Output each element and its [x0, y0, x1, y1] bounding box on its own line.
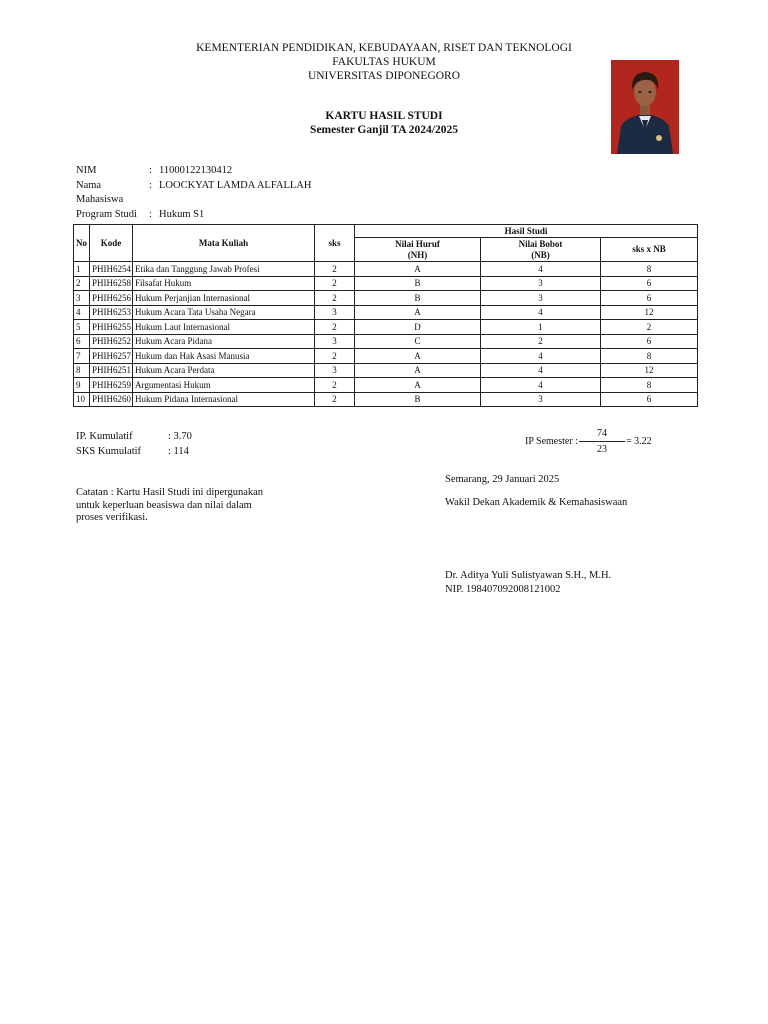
- nilai-bobot: 3: [481, 291, 601, 306]
- course-name: Hukum dan Hak Asasi Manusia: [133, 349, 315, 364]
- header-nilai-huruf-line2: (NH): [407, 249, 428, 260]
- table-row: [74, 349, 698, 364]
- ips-fraction: [579, 428, 625, 456]
- table-row: [74, 320, 698, 335]
- ipk-value: : 3.70: [168, 431, 192, 442]
- nim-value: 11000122130412: [159, 165, 233, 176]
- nilai-bobot: 3: [481, 392, 601, 407]
- course-sks: 2: [315, 320, 355, 335]
- course-code: PHIH6254: [90, 262, 133, 277]
- sks-x-nb: 6: [601, 334, 698, 349]
- table-row: [74, 334, 698, 349]
- course-sks: 2: [315, 276, 355, 291]
- nilai-bobot: 4: [481, 262, 601, 277]
- sks-x-nb: 8: [601, 349, 698, 364]
- header-no: No: [74, 225, 90, 262]
- course-code: PHIH6251: [90, 363, 133, 378]
- header-kode: Kode: [90, 225, 133, 262]
- sks-kumulatif-label: SKS Kumulatif: [76, 446, 142, 457]
- table-row: [74, 276, 698, 291]
- nim-separator: :: [149, 165, 152, 176]
- course-sks: 2: [315, 349, 355, 364]
- table-row: [74, 378, 698, 393]
- table-row: [74, 392, 698, 407]
- ipk-label: IP. Kumulatif: [76, 431, 133, 442]
- nilai-huruf: A: [355, 305, 481, 320]
- course-code: PHIH6258: [90, 276, 133, 291]
- ips-denominator: 23: [597, 444, 607, 455]
- signatory-nip: NIP. 198407092008121002: [445, 584, 561, 595]
- header-nilai-bobot-line1: Nilai Bobot: [518, 238, 563, 249]
- note: [76, 487, 276, 525]
- course-name: Hukum Perjanjian Internasional: [133, 291, 315, 306]
- course-code: PHIH6259: [90, 378, 133, 393]
- nim-label: NIM: [76, 165, 97, 176]
- program-row: [76, 208, 311, 223]
- program-value: Hukum S1: [159, 208, 205, 220]
- nilai-huruf: A: [355, 378, 481, 393]
- course-sks: 3: [315, 334, 355, 349]
- course-code: PHIH6253: [90, 305, 133, 320]
- nilai-bobot: 1: [481, 320, 601, 335]
- nilai-huruf: B: [355, 291, 481, 306]
- nilai-huruf: A: [355, 262, 481, 277]
- course-name: Argumentasi Hukum: [133, 378, 315, 393]
- row-number: 5: [74, 320, 90, 335]
- program-separator: :: [149, 208, 152, 220]
- header-nilai-bobot: [481, 238, 601, 262]
- sks-x-nb: 12: [601, 305, 698, 320]
- name-label: Nama Mahasiswa: [76, 179, 124, 205]
- sks-x-nb: 12: [601, 363, 698, 378]
- header-sks: sks: [315, 225, 355, 262]
- course-sks: 2: [315, 378, 355, 393]
- course-sks: 2: [315, 392, 355, 407]
- nim-row: [76, 164, 311, 179]
- course-sks: 3: [315, 305, 355, 320]
- cumulative-summary: [76, 429, 192, 459]
- header-nilai-bobot-line2: (NB): [531, 249, 550, 260]
- row-number: 3: [74, 291, 90, 306]
- ipk-row: [76, 429, 192, 444]
- course-code: PHIH6257: [90, 349, 133, 364]
- program-label: Program Studi: [76, 208, 137, 220]
- name-value: LOOCKYAT LAMDA ALFALLAH: [159, 179, 312, 191]
- note-line2: untuk keperluan beasiswa dan nilai dalam: [76, 499, 252, 511]
- grades-table: [73, 224, 698, 407]
- nilai-huruf: A: [355, 349, 481, 364]
- course-code: PHIH6256: [90, 291, 133, 306]
- nilai-huruf: B: [355, 392, 481, 407]
- name-separator: :: [149, 179, 152, 191]
- grades-body: [74, 262, 698, 407]
- sks-x-nb: 8: [601, 262, 698, 277]
- note-line1: Catatan : Kartu Hasil Studi ini dipergunakan: [76, 487, 264, 498]
- ips-numerator: 74: [597, 428, 607, 439]
- course-code: PHIH6252: [90, 334, 133, 349]
- nilai-bobot: 4: [481, 363, 601, 378]
- row-number: 1: [74, 262, 90, 277]
- course-name: Hukum Laut Internasional: [133, 320, 315, 335]
- row-number: 4: [74, 305, 90, 320]
- nilai-huruf: A: [355, 363, 481, 378]
- signature-place-date: Semarang, 29 Januari 2025: [445, 474, 560, 485]
- sks-row: [76, 444, 192, 459]
- row-number: 2: [74, 276, 90, 291]
- course-code: PHIH6255: [90, 320, 133, 335]
- course-sks: 2: [315, 262, 355, 277]
- course-name: Hukum Pidana Internasional: [133, 392, 315, 407]
- table-row: [74, 262, 698, 277]
- header-nilai-huruf: [355, 238, 481, 262]
- row-number: 6: [74, 334, 90, 349]
- course-name: Hukum Acara Perdata: [133, 363, 315, 378]
- student-photo-image: [611, 60, 679, 154]
- ip-semester: [525, 428, 665, 458]
- nilai-huruf: B: [355, 276, 481, 291]
- row-number: 10: [74, 392, 90, 407]
- header-nilai-huruf-line1: Nilai Huruf: [395, 238, 440, 249]
- faculty-name: FAKULTAS HUKUM: [332, 56, 436, 68]
- header-hasil-studi: Hasil Studi: [355, 225, 698, 238]
- signatory-name: Dr. Aditya Yuli Sulistyawan S.H., M.H.: [445, 570, 612, 581]
- course-name: Hukum Acara Tata Usaha Negara: [133, 305, 315, 320]
- student-photo: [611, 60, 679, 154]
- nilai-bobot: 4: [481, 378, 601, 393]
- course-code: PHIH6260: [90, 392, 133, 407]
- header-mata-kuliah: Mata Kuliah: [133, 225, 315, 262]
- title-semester: Semester Ganjil TA 2024/2025: [310, 124, 458, 136]
- signature-position: Wakil Dekan Akademik & Kemahasiswaan: [445, 497, 628, 508]
- table-row: [74, 291, 698, 306]
- table-row: [74, 305, 698, 320]
- name-row: [76, 179, 311, 208]
- course-name: Hukum Acara Pidana: [133, 334, 315, 349]
- ips-label: IP Semester :: [525, 436, 578, 447]
- sks-x-nb: 2: [601, 320, 698, 335]
- nilai-bobot: 4: [481, 305, 601, 320]
- sks-x-nb: 8: [601, 378, 698, 393]
- note-line3: proses verifikasi.: [76, 512, 148, 523]
- sks-kumulatif-value: : 114: [168, 446, 189, 457]
- row-number: 8: [74, 363, 90, 378]
- sks-x-nb: 6: [601, 276, 698, 291]
- course-sks: 3: [315, 363, 355, 378]
- row-number: 9: [74, 378, 90, 393]
- nilai-bobot: 4: [481, 349, 601, 364]
- nilai-huruf: D: [355, 320, 481, 335]
- ips-result: = 3.22: [626, 436, 652, 447]
- document-title: [0, 109, 768, 137]
- university-name: UNIVERSITAS DIPONEGORO: [307, 70, 461, 82]
- nilai-bobot: 2: [481, 334, 601, 349]
- nilai-bobot: 3: [481, 276, 601, 291]
- sks-x-nb: 6: [601, 392, 698, 407]
- nilai-huruf: C: [355, 334, 481, 349]
- course-name: Filsafat Hukum: [133, 276, 315, 291]
- table-row: [74, 363, 698, 378]
- course-name: Etika dan Tanggung Jawab Profesi: [133, 262, 315, 277]
- sks-x-nb: 6: [601, 291, 698, 306]
- row-number: 7: [74, 349, 90, 364]
- ministry-name: KEMENTERIAN PENDIDIKAN, KEBUDAYAAN, RISET DAN TEKNOLOGI: [196, 42, 572, 54]
- fraction-bar: [579, 441, 625, 442]
- title-main: KARTU HASIL STUDI: [325, 110, 443, 122]
- course-sks: 2: [315, 291, 355, 306]
- header-sks-x-nb: sks x NB: [601, 238, 698, 262]
- student-info: [76, 164, 311, 222]
